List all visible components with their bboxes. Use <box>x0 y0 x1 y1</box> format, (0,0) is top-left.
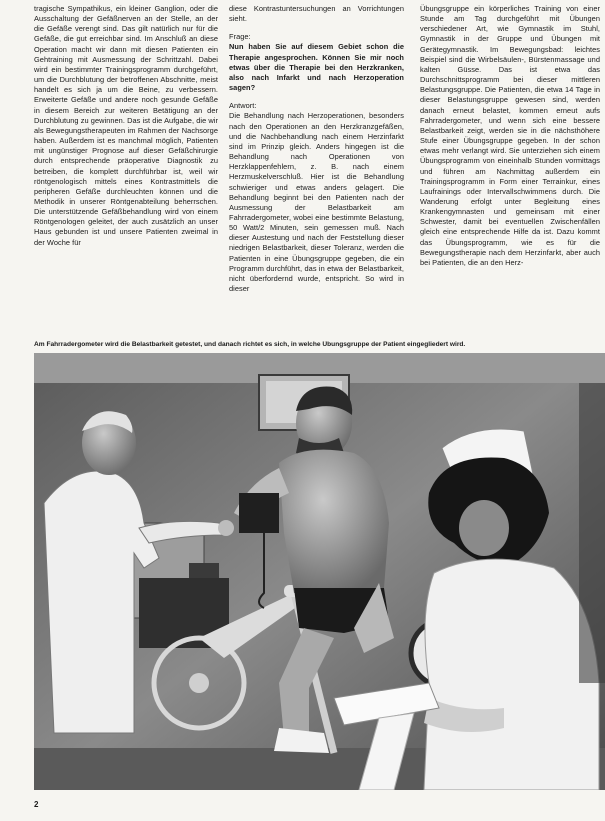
photo-caption: Am Fahrradergometer wird die Belastbarkeit getestet, und danach richtet es sich, in welche Übungsgruppe der Patient eingegliedert wird. <box>34 341 466 348</box>
page-number: 2 <box>34 800 39 809</box>
column-3-text: Übungsgruppe ein körperliches Training von einer Stunde am Tag durchgeführt mit Übungen verschiedener Art, wie Gymnastik im Stuhl, Gymnastik in der Gruppe und Übungen mit Gerätegymnastik. Im Bewegungsbad: leichtes Beispiel sind die Wirbelsäulen-, Bürstenmassage und kalten Güsse. Das ist etwa das Durchschnittsprogramm bei dieser mittleren Belastungsgruppe. Die Patienten, die etwa 14 Tage in dieser Belastungsgruppe gewesen sind, werden danach erneut belastet, kommen erneut aufs Fahrradergometer, und wenn sich eine bessere Belastbarkeit zeigt, werden sie in die nächsthöhere Stufe einer Übungsgruppe gegeben. In der schon etwas mehr verlangt wird. Sie unterziehen sich einem Übungsprogramm von eineinhalb Stunden vormittags und führen am Nachmittag außerdem ein Trainingsprogramm in Form einer Terrainkur, eines Laufrainings oder Intervallschwimmens durch. Die Wanderung erfolgt unter Begleitung eines Krankengymnasten und gemeinsam mit einer Schwester, damit bei eventuellen Zwischenfällen gleich eine entsprechende Hilfe da ist. Dazu kommt das Übungsprogramm, wie es für die Bewegungstherapie nach dem Herzinfarkt, aber auch bei Patienten, die an den Herz- <box>420 4 600 267</box>
text-column-3 <box>420 4 600 326</box>
text-column-2 <box>229 4 404 326</box>
question-label: Frage: <box>229 32 251 42</box>
column-1-text: tragische Sympathikus, ein kleiner Ganglion, oder die Ausschaltung der Gefäßnerven an der Stelle, an der die Gefäße verengt sind. Das gilt natürlich nur für die Gefäße, die gut erreichbar sind. Im Anschluß an diese Operation macht wir dann mit diesen Patienten ein Gehtraining mit Ausmessung der Schrittzahl. Dabei wird ein bestimmter Trainingsprogramm durchgeführt, um die Durchblutung der betroffenen Abschnitte, meist handelt es sich ja um die Beine, zu verbessern. Erweiterte Gefäße und andere noch gesunde Gefäße in diesem Bereich zur weiteren Betätigung an der Durchblutung zu gewinnen. Das ist die Aufgabe, die wir als Bewegungstherapeuten im Rahmen der Nachsorge haben. Außerdem ist es manchmal möglich, Patienten mit ungünstiger Prognose auf dieser Gefäßchirurgie durch entsprechende präoperative Diagnostik zu betreiben, die komplett durchführbar ist, weil wir röntgenologisch mittels eines Kontrastmittels die peripheren Gefäße durchleuchten können und die Methodik in unserer Röntgenabteilung beherrschen. Die unterstützende Gefäßbehandlung wird von einem Röntgenologen geleitet, der auch zusätzlich an unser Haus gebunden ist und unsere Patienten zweimal in der Woche für <box>34 4 218 247</box>
question-text: Nun haben Sie auf diesem Gebiet schon die Therapie angesprochen. Können Sie mir noch etwas über die Therapie bei den Herzkranken, also nach Infarkt und nach Herzoperation sagen? <box>229 42 404 93</box>
ergometer-photo <box>34 353 605 790</box>
answer-label: Antwort: <box>229 101 257 111</box>
answer-text: Die Behandlung nach Herzoperationen, besonders nach den Operationen an den Herzkranzgefäßen, und die Nachbehandlung nach einem Herzinfarkt sind im Prinzip gleich. Anders hingegen ist die Behandlung nach Operationen von Herzklappenfehlern, z. B. nach einem Herzmuskelverschluß. Hier ist die Behandlung schwieriger und etwas anders gelagert. Die Behandlung beginnt bei den Patienten nach der Ausmessung der Belastbarkeit am Fahrradergometer, wobei eine bestimmte Belastung, 50 Watt/2 Minuten, sein gemessen muß. Nach dieser Austestung und nach der Feststellung dieser niedrigen Belastbarkeit, dieser Toleranz, werden die Patienten in eine Übungsgruppe gegeben, die ein Programm durchführt, das in etwa der Belastbarkeit, nicht überfordernd wurde, entspricht. So wird in dieser <box>229 111 404 294</box>
text-column-1 <box>34 4 218 326</box>
column-2-intro-text: diese Kontrastuntersuchungen an Vorrichtungen sieht. <box>229 4 404 24</box>
